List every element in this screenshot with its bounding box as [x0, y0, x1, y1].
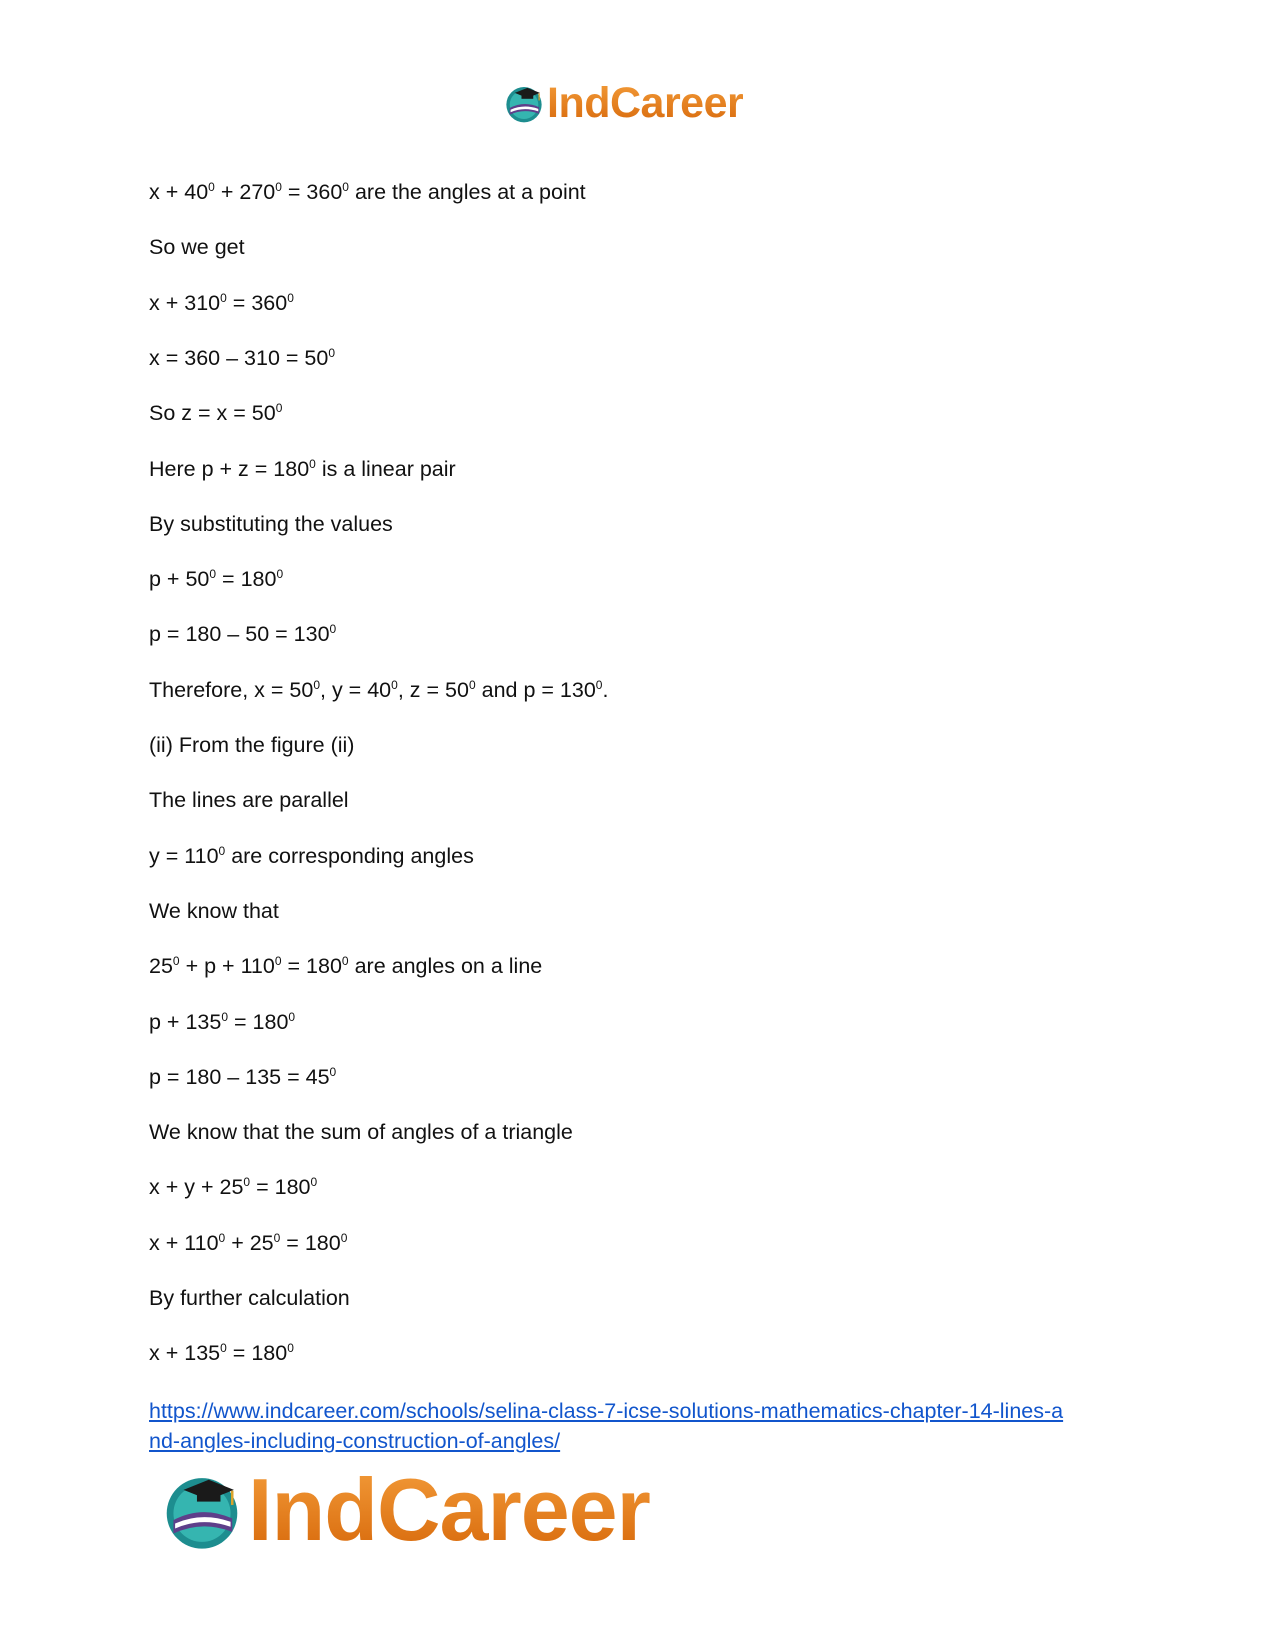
degree-superscript: 0 [288, 1009, 296, 1024]
text-segment: x + 40 [149, 180, 209, 205]
degree-superscript: 0 [328, 345, 336, 360]
text-segment: By substituting the values [149, 511, 393, 536]
text-segment: is a linear pair [315, 456, 456, 481]
text-segment: p + 50 [149, 567, 210, 592]
text-segment: = 360 [226, 290, 288, 315]
text-segment: (ii) From the figure (ii) [149, 733, 355, 757]
text-line [149, 235, 245, 260]
text-segment: x + y + 25 [149, 1175, 244, 1200]
text-segment: , z = 50 [397, 677, 469, 702]
text-segment: p = 180 – 135 = 45 [149, 1064, 330, 1089]
text-line [149, 180, 586, 205]
text-line [149, 678, 608, 703]
text-line [149, 457, 456, 482]
text-segment: Therefore, x = 50 [149, 677, 314, 702]
degree-superscript: 0 [275, 401, 283, 416]
text-segment: p = 180 – 50 = 130 [149, 622, 330, 647]
text-segment: 25 [149, 954, 173, 979]
degree-superscript: 0 [273, 1230, 281, 1245]
globe-graduation-cap-books-icon [503, 82, 545, 124]
header-logo [503, 80, 743, 126]
degree-superscript: 0 [329, 1064, 337, 1079]
degree-superscript: 0 [209, 567, 217, 582]
degree-superscript: 0 [275, 180, 282, 194]
text-segment: x = 360 – 310 = 50 [149, 346, 329, 371]
text-line [149, 346, 335, 371]
text-line [149, 567, 283, 592]
text-segment: The lines are parallel [149, 788, 349, 813]
brand-name: IndCareer [248, 1460, 650, 1559]
text-segment: So z = x = 50 [149, 401, 276, 426]
text-segment: So we get [149, 235, 245, 260]
text-segment: x + 110 [149, 1230, 219, 1255]
text-line [149, 401, 282, 426]
degree-superscript: 0 [274, 954, 282, 969]
text-segment: = 360 [281, 180, 343, 205]
text-line [149, 622, 336, 647]
degree-superscript: 0 [287, 1341, 294, 1356]
text-line [149, 844, 474, 869]
source-link[interactable] [149, 1396, 1149, 1456]
text-segment: , y = 40 [320, 677, 392, 702]
degree-superscript: 0 [220, 1341, 227, 1356]
text-segment: . [602, 677, 609, 702]
text-segment: = 180 [281, 954, 342, 979]
degree-superscript: 0 [287, 290, 294, 305]
degree-superscript: 0 [342, 180, 349, 194]
degree-superscript: 0 [208, 180, 215, 194]
text-segment: are corresponding angles [225, 843, 474, 868]
text-segment: + 270 [214, 180, 276, 205]
degree-superscript: 0 [329, 622, 337, 637]
text-segment: y = 110 [149, 843, 219, 868]
text-line [149, 1341, 294, 1366]
text-line [149, 788, 349, 813]
degree-superscript: 0 [221, 1009, 229, 1024]
text-line [149, 291, 294, 316]
text-line [149, 512, 393, 537]
degree-superscript: 0 [276, 567, 284, 582]
brand-name: IndCareer [547, 78, 744, 127]
text-segment: Here p + z = 180 [149, 456, 310, 481]
degree-superscript: 0 [595, 677, 603, 692]
text-segment: + 25 [225, 1230, 274, 1255]
degree-superscript: 0 [243, 1175, 251, 1190]
degree-superscript: 0 [218, 843, 226, 858]
text-line [149, 954, 542, 979]
text-segment: = 180 [280, 1230, 341, 1255]
globe-graduation-cap-books-icon [160, 1468, 244, 1552]
text-line [149, 1120, 573, 1145]
text-line [149, 1231, 347, 1256]
source-link-line-2[interactable]: nd-angles-including-construction-of-angles/ [149, 1429, 561, 1453]
degree-superscript: 0 [218, 1230, 226, 1245]
footer-logo [160, 1460, 650, 1559]
text-segment: = 180 [250, 1175, 311, 1200]
text-segment: x + 310 [149, 290, 221, 315]
text-segment: By further calculation [149, 1286, 350, 1310]
text-segment: x + 135 [149, 1341, 221, 1366]
degree-superscript: 0 [172, 954, 180, 969]
degree-superscript: 0 [391, 677, 398, 692]
text-line [149, 1175, 317, 1200]
text-segment: = 180 [226, 1341, 288, 1366]
text-segment: = 180 [228, 1009, 289, 1034]
text-line [149, 1065, 336, 1090]
degree-superscript: 0 [310, 1175, 318, 1190]
text-segment: are the angles at a point [348, 180, 586, 205]
degree-superscript: 0 [313, 677, 321, 692]
degree-superscript: 0 [220, 290, 227, 305]
text-segment: + p + 110 [179, 954, 275, 979]
source-link-line-1[interactable]: https://www.indcareer.com/schools/selina-class-7-icse-solutions-mathematics-chapter-14-lines-a [149, 1399, 1064, 1423]
degree-superscript: 0 [309, 456, 316, 471]
text-line [149, 1286, 350, 1311]
text-line [149, 733, 354, 758]
text-segment: We know that the sum of angles of a triangle [149, 1120, 573, 1145]
text-segment: are angles on a line [348, 954, 543, 979]
text-line [149, 1010, 295, 1035]
text-line [149, 899, 279, 924]
degree-superscript: 0 [468, 677, 476, 692]
text-segment: = 180 [216, 567, 277, 592]
text-segment: p + 135 [149, 1009, 222, 1034]
degree-superscript: 0 [340, 1230, 348, 1245]
text-segment: We know that [149, 898, 279, 923]
text-segment: and p = 130 [475, 677, 596, 702]
degree-superscript: 0 [341, 954, 349, 969]
